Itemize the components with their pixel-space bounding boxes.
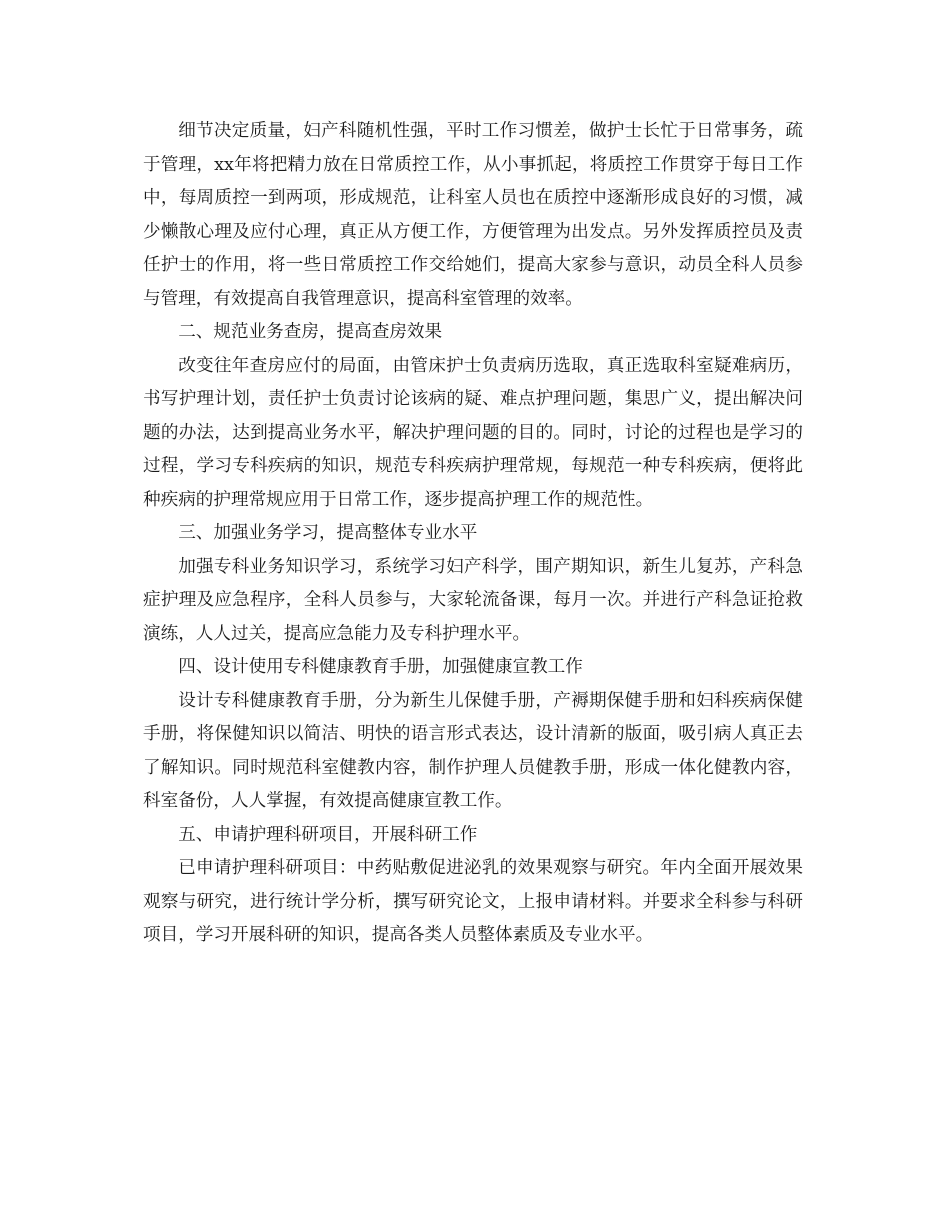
heading-health-education: 四、设计使用专科健康教育手册，加强健康宣教工作 <box>178 657 583 677</box>
paragraph-ward-rounds: 改变往年查房应付的局面，由管床护士负责病历选取，真正选取科室疑难病历，书写护理计划，责任护士负责讨论该病的疑、难点护理问题，集思广义，提出解决问题的办法，达到提高业务水平，解决护理问题的目的。同时，讨论的过程也是学习的过程，学习专科疾病的知识，规范专科疾病护理常规，每规范一种专科疾病，便将此种疾病的护理常规应用于日常工作，逐步提高护理工作的规范性。 <box>143 355 803 510</box>
heading-professional-study: 三、加强业务学习，提高整体专业水平 <box>178 523 478 543</box>
paragraph-research-project: 已申请护理科研项目：中药贴敷促进泌乳的效果观察与研究。年内全面开展效果观察与研究，进行统计学分析，撰写研究论文，上报申请材料。并要求全科参与科研项目，学习开展科研的知识，提高各类人员整体素质及专业水平。 <box>143 858 803 945</box>
heading-research-project: 五、申请护理科研项目，开展科研工作 <box>178 824 478 845</box>
paragraph-quality-control: 细节决定质量，妇产科随机性强，平时工作习惯差，做护士长忙于日常事务，疏于管理，xx年将把精力放在日常质控工作，从小事抓起，将质控工作贯穿于每日工作中，每周质控一到两项，形成规范，让科室人员也在质控中逐渐形成良好的习惯，减少懒散心理及应付心理，真正从方便工作，方便管理为出发点。另外发挥质控员及责任护士的作用，将一些日常质控工作交给她们，提高大家参与意识，动员全科人员参与管理，有效提高自我管理意识，提高科室管理的效率。 <box>143 121 803 309</box>
document-body <box>143 115 803 953</box>
paragraph-health-education: 设计专科健康教育手册，分为新生儿保健手册，产褥期保健手册和妇科疾病保健手册，将保健知识以简洁、明快的语言形式表达，设计清新的版面，吸引病人真正去了解知识。同时规范科室健教内容，制作护理人员健教手册，形成一体化健教内容，科室备份，人人掌握，有效提高健康宣教工作。 <box>143 690 803 811</box>
heading-ward-rounds: 二、规范业务查房，提高查房效果 <box>178 322 443 342</box>
paragraph-professional-study: 加强专科业务知识学习，系统学习妇产科学，围产期知识，新生儿复苏，产科急症护理及应急程序，全科人员参与，大家轮流备课，每月一次。并进行产科急证抢救演练，人人过关，提高应急能力及专科护理水平。 <box>143 556 803 644</box>
